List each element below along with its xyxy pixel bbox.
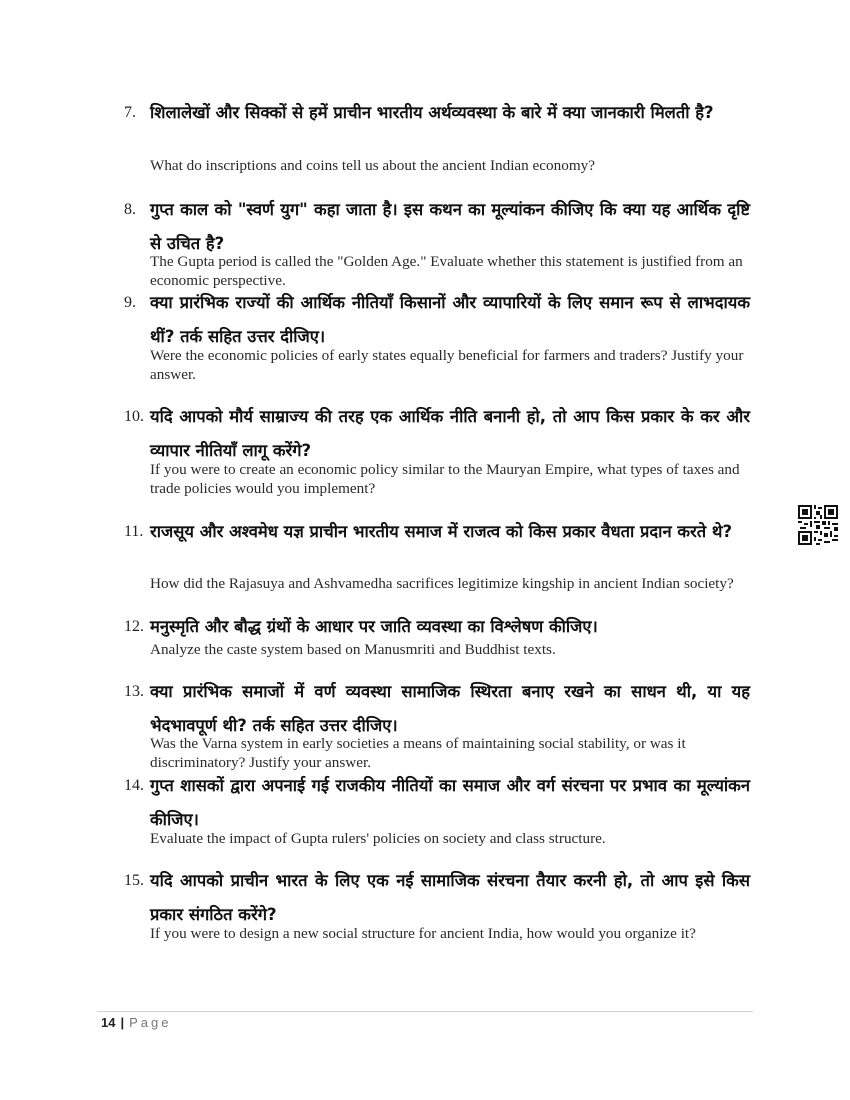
question-number: 9.	[124, 294, 136, 311]
question-hindi: यदि आपको मौर्य साम्राज्य की तरह एक आर्थिक नीति बनानी हो, तो आप किस प्रकार के कर और व्यापार नीतियाँ लागू करेंगे?	[150, 407, 750, 460]
question-number: 12.	[124, 618, 144, 635]
question-hindi: गुप्त शासकों द्वारा अपनाई गई राजकीय नीतियों का समाज और वर्ग संरचना पर प्रभाव का मूल्यांकन कीजिए।	[150, 776, 750, 829]
question-number: 15.	[124, 872, 144, 889]
question-number: 10.	[124, 408, 144, 425]
question-english: The Gupta period is called the "Golden Age." Evaluate whether this statement is justified from an economic perspective.	[150, 253, 743, 289]
question-hindi: क्या प्रारंभिक राज्यों की आर्थिक नीतियाँ किसानों और व्यापारियों के लिए समान रूप से लाभदायक थीं? तर्क सहित उत्तर दीजिए।	[150, 293, 750, 346]
question-hindi: मनुस्मृति और बौद्ध ग्रंथों के आधार पर जाति व्यवस्था का विश्लेषण कीजिए।	[150, 617, 598, 636]
question-english: Evaluate the impact of Gupta rulers' policies on society and class structure.	[150, 830, 606, 847]
qr-code-icon	[798, 505, 838, 545]
question-english: Were the economic policies of early states equally beneficial for farmers and traders? Justify your answer.	[150, 347, 744, 383]
question-english: What do inscriptions and coins tell us about the ancient Indian economy?	[150, 157, 595, 174]
question-number: 7.	[124, 104, 136, 121]
page-number: 14	[101, 1015, 116, 1030]
question-hindi: क्या प्रारंभिक समाजों में वर्ण व्यवस्था सामाजिक स्थिरता बनाए रखने का साधन थी, या यह भेदभावपूर्ण थी? तर्क सहित उत्तर दीजिए।	[150, 682, 750, 735]
question-english: If you were to create an economic policy similar to the Mauryan Empire, what types of taxes and trade policies would you implement?	[150, 461, 740, 497]
question-english: Analyze the caste system based on Manusmriti and Buddhist texts.	[150, 641, 556, 658]
footer-separator: |	[120, 1015, 125, 1030]
question-english: How did the Rajasuya and Ashvamedha sacrifices legitimize kingship in ancient Indian society?	[150, 575, 734, 592]
page-label: Page	[129, 1015, 172, 1030]
page-footer	[101, 1015, 171, 1030]
question-number: 14.	[124, 777, 144, 794]
question-hindi: राजसूय और अश्वमेध यज्ञ प्राचीन भारतीय समाज में राजत्व को किस प्रकार वैधता प्रदान करते थे?	[150, 522, 733, 541]
question-hindi: गुप्त काल को "स्वर्ण युग" कहा जाता है। इस कथन का मूल्यांकन कीजिए कि क्या यह आर्थिक दृष्टि से उचित है?	[150, 200, 750, 253]
question-hindi: शिलालेखों और सिक्कों से हमें प्राचीन भारतीय अर्थव्यवस्था के बारे में क्या जानकारी मिलती है?	[150, 103, 714, 122]
question-number: 13.	[124, 683, 144, 700]
question-english: Was the Varna system in early societies a means of maintaining social stability, or was it discriminatory? Justify your answer.	[150, 735, 686, 771]
question-english: If you were to design a new social structure for ancient India, how would you organize it?	[150, 925, 696, 942]
question-number: 11.	[124, 523, 144, 540]
question-hindi: यदि आपको प्राचीन भारत के लिए एक नई सामाजिक संरचना तैयार करनी हो, तो आप इसे किस प्रकार संगठित करेंगे?	[150, 871, 750, 924]
question-number: 8.	[124, 201, 136, 218]
footer-divider	[97, 1011, 753, 1012]
